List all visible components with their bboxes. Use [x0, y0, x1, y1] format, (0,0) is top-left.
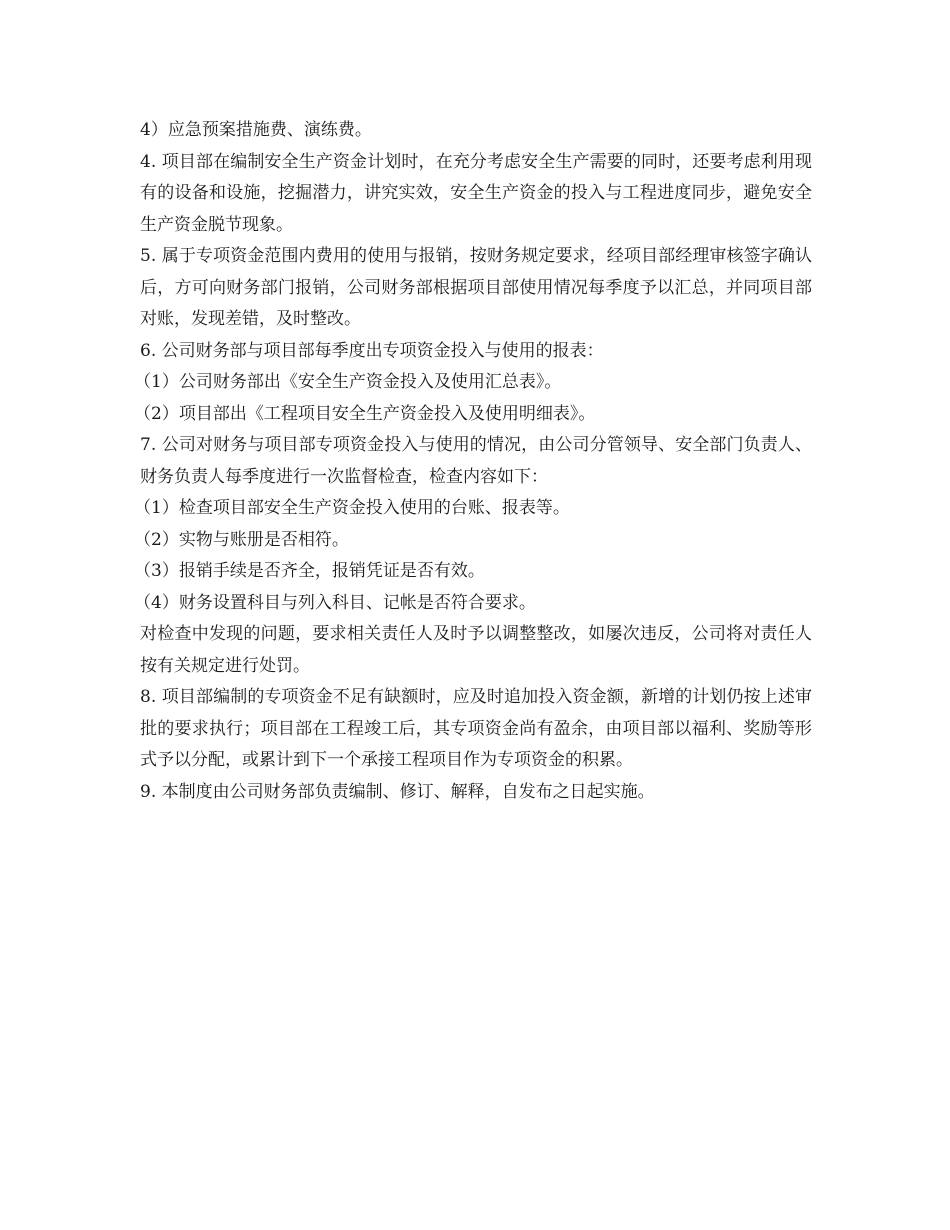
- document-body: [134, 115, 812, 808]
- paragraph-clause-7-sub-4: （4）财务设置科目与列入科目、记帐是否符合要求。: [134, 592, 536, 613]
- paragraph-clause-6-sub-2: （2）项目部出《工程项目安全生产资金投入及使用明细表》。: [134, 403, 596, 424]
- paragraph-clause-7: 7. 公司对财务与项目部专项资金投入与使用的情况，由公司分管领导、安全部门负责人、财务负责人每季度进行一次监督检查，检查内容如下：: [140, 435, 812, 487]
- paragraph-clause-8: 8. 项目部编制的专项资金不足有缺额时，应及时追加投入资金额，新增的计划仍按上述审批的要求执行；项目部在工程竣工后，其专项资金尚有盈余，由项目部以福利、奖励等形式予以分配，或累计到下一个承接工程项目作为专项资金的积累。: [140, 687, 812, 770]
- paragraph-clause-7-sub-1: （1）检查项目部安全生产资金投入使用的台账、报表等。: [134, 498, 570, 518]
- paragraph-clause-6-sub-1: （1）公司财务部出《安全生产资金投入及使用汇总表》。: [134, 372, 562, 392]
- paragraph-clause-6: 6. 公司财务部与项目部每季度出专项资金投入与使用的报表：: [140, 340, 604, 361]
- paragraph-item-4-emergency: 4）应急预案措施费、演练费。: [140, 120, 372, 140]
- paragraph-clause-5: 5. 属于专项资金范围内费用的使用与报销，按财务规定要求，经项目部经理审核签字确认后，方可向财务部门报销，公司财务部根据项目部使用情况每季度予以汇总，并同项目部对账，发现差错，及时整改。: [140, 246, 812, 329]
- paragraph-clause-4: 4. 项目部在编制安全生产资金计划时，在充分考虑安全生产需要的同时，还要考虑利用现有的设备和设施，挖掘潜力，讲究实效，安全生产资金的投入与工程进度同步，避免安全生产资金脱节现象。: [140, 151, 812, 235]
- paragraph-clause-9: 9. 本制度由公司财务部负责编制、修订、解释，自发布之日起实施。: [140, 781, 655, 802]
- paragraph-inspection-issues: 对检查中发现的问题，要求相关责任人及时予以调整整改，如屡次违反，公司将对责任人按有关规定进行处罚。: [140, 624, 812, 676]
- paragraph-clause-7-sub-3: （3）报销手续是否齐全，报销凭证是否有效。: [134, 561, 485, 581]
- paragraph-clause-7-sub-2: （2）实物与账册是否相符。: [134, 529, 349, 550]
